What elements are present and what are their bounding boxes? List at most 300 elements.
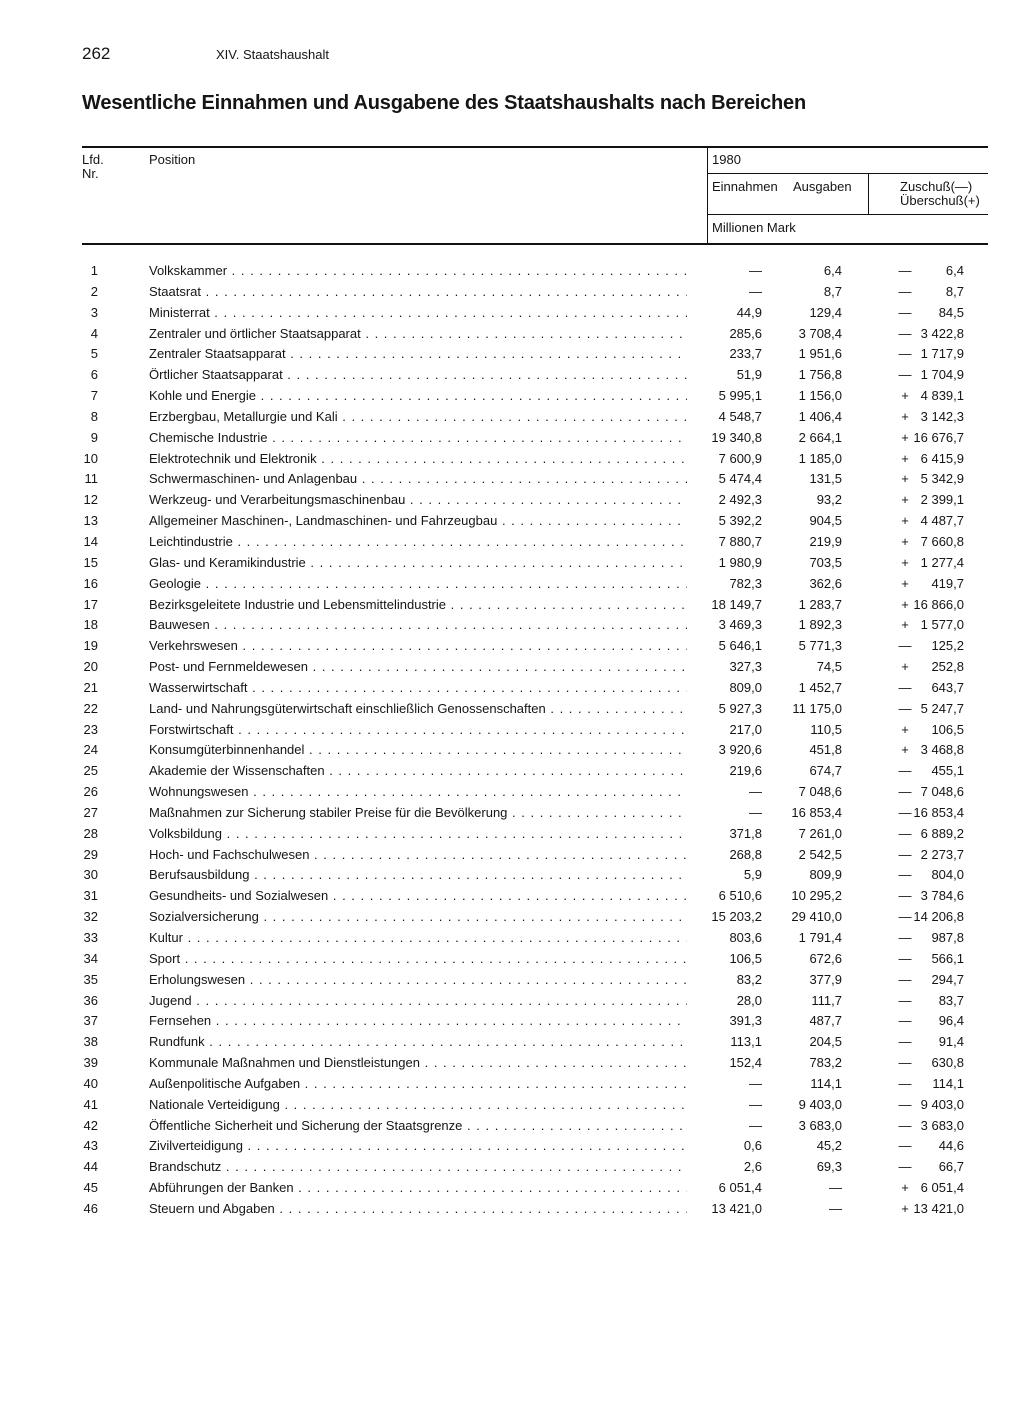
ausgaben-value: 904,5 xyxy=(809,513,842,529)
row-number: 39 xyxy=(83,1055,98,1071)
table-row xyxy=(0,1094,1024,1115)
saldo-sign: — xyxy=(898,784,912,800)
column-divider xyxy=(707,148,708,243)
row-number: 30 xyxy=(83,867,98,883)
einnahmen-value: 285,6 xyxy=(729,325,762,341)
page-number: 262 xyxy=(82,44,111,63)
table-row xyxy=(0,802,1024,823)
row-number: 40 xyxy=(83,1075,98,1091)
position-label: Kommunale Maßnahmen und Dienstleistungen . . . xyxy=(149,1055,687,1070)
einnahmen-value: 233,7 xyxy=(729,346,762,362)
position-label: Brandschutz . . . xyxy=(149,1159,687,1174)
einnahmen-value: — xyxy=(749,263,762,278)
saldo-value: 106,5 xyxy=(931,721,964,737)
table-row xyxy=(0,1198,1024,1219)
ausgaben-value: 74,5 xyxy=(816,659,842,675)
saldo-value: 91,4 xyxy=(938,1034,964,1050)
saldo-sign: + xyxy=(901,1200,909,1216)
row-number: 18 xyxy=(83,617,98,633)
einnahmen-value: 2 492,3 xyxy=(718,492,762,508)
saldo-sign: — xyxy=(898,846,912,862)
row-number: 24 xyxy=(83,742,98,758)
saldo-value: 3 784,6 xyxy=(920,888,964,904)
saldo-value: 44,6 xyxy=(938,1138,964,1154)
saldo-value: 13 421,0 xyxy=(913,1200,964,1216)
saldo-value: 630,8 xyxy=(931,1055,964,1071)
saldo-value: 6 051,4 xyxy=(920,1180,964,1196)
header-einnahmen: Einnahmen xyxy=(712,179,778,194)
saldo-sign: + xyxy=(901,492,909,508)
row-number: 2 xyxy=(90,283,98,299)
saldo-sign: + xyxy=(901,513,909,529)
einnahmen-value: 6 051,4 xyxy=(718,1180,762,1196)
table-row xyxy=(0,739,1024,760)
row-number: 8 xyxy=(90,408,98,424)
saldo-value: 643,7 xyxy=(931,679,964,695)
saldo-sign: + xyxy=(901,1180,909,1196)
ausgaben-value: 3 683,0 xyxy=(798,1117,842,1133)
ausgaben-value: 674,7 xyxy=(809,763,842,779)
ausgaben-value: 5 771,3 xyxy=(798,638,842,654)
einnahmen-value: 5 995,1 xyxy=(718,388,762,404)
ausgaben-value: 45,2 xyxy=(816,1138,842,1154)
einnahmen-value: 5 646,1 xyxy=(718,638,762,654)
saldo-value: 7 048,6 xyxy=(920,784,964,800)
einnahmen-value: 327,3 xyxy=(729,659,762,675)
row-number: 12 xyxy=(83,492,98,508)
einnahmen-value: 152,4 xyxy=(729,1055,762,1071)
ausgaben-value: 219,9 xyxy=(809,533,842,549)
saldo-value: 9 403,0 xyxy=(920,1096,964,1112)
saldo-sign: — xyxy=(898,763,912,779)
saldo-value: 252,8 xyxy=(931,659,964,675)
ausgaben-value: — xyxy=(829,1180,842,1196)
position-label: Erholungswesen . . . xyxy=(149,972,687,987)
row-number: 25 xyxy=(83,763,98,779)
position-label: Sport . . . xyxy=(149,951,687,966)
header-ueberschuss: Überschuß(+) xyxy=(900,193,980,208)
saldo-value: 16 676,7 xyxy=(913,429,964,445)
header-bottom-rule xyxy=(82,243,988,245)
row-number: 15 xyxy=(83,554,98,570)
table-row xyxy=(0,1177,1024,1198)
einnahmen-value: 106,5 xyxy=(729,950,762,966)
saldo-sign: — xyxy=(898,992,912,1008)
ausgaben-value: 1 791,4 xyxy=(798,930,842,945)
ausgaben-value: 2 542,5 xyxy=(798,846,842,862)
position-label: Abführungen der Banken . . . xyxy=(149,1180,687,1195)
row-number: 17 xyxy=(83,596,98,612)
table-row xyxy=(0,1031,1024,1052)
position-label: Außenpolitische Aufgaben . . . xyxy=(149,1076,687,1091)
ausgaben-value: 93,2 xyxy=(816,492,842,508)
position-label: Werkzeug- und Verarbeitungsmaschinenbau . . . xyxy=(149,492,687,507)
row-number: 20 xyxy=(83,659,98,675)
position-label: Glas- und Keramikindustrie . . . xyxy=(149,555,687,570)
position-label: Steuern und Abgaben . . . xyxy=(149,1201,687,1216)
saldo-sign: + xyxy=(901,450,909,466)
table-row xyxy=(0,614,1024,635)
position-label: Post- und Fernmeldewesen . . . xyxy=(149,659,687,674)
saldo-sign: — xyxy=(898,700,912,716)
table-row xyxy=(0,1156,1024,1177)
table-row xyxy=(0,760,1024,781)
table-row xyxy=(0,948,1024,969)
row-number: 38 xyxy=(83,1034,98,1050)
einnahmen-value: 83,2 xyxy=(736,971,762,987)
row-number: 36 xyxy=(83,992,98,1008)
table-row xyxy=(0,1052,1024,1073)
saldo-value: 3 422,8 xyxy=(920,325,964,341)
saldo-sign: + xyxy=(901,575,909,591)
ausgaben-value: — xyxy=(829,1200,842,1216)
header-unit: Millionen Mark xyxy=(712,220,796,235)
saldo-sign: — xyxy=(898,888,912,904)
einnahmen-value: 803,6 xyxy=(729,930,762,945)
row-number: 19 xyxy=(83,638,98,654)
position-label: Allgemeiner Maschinen-, Landmaschinen- und Fahrzeugbau . . . xyxy=(149,513,687,528)
position-label: Zivilverteidigung . . . xyxy=(149,1138,687,1153)
position-label: Wohnungswesen . . . xyxy=(149,784,687,799)
table-row xyxy=(0,1073,1024,1094)
einnahmen-value: 5,9 xyxy=(743,867,762,883)
saldo-sign: + xyxy=(901,596,909,612)
ausgaben-value: 783,2 xyxy=(809,1055,842,1071)
saldo-value: 2 399,1 xyxy=(920,492,964,508)
position-label: Sozialversicherung . . . xyxy=(149,909,687,924)
ausgaben-value: 362,6 xyxy=(809,575,842,591)
position-label: Örtlicher Staatsapparat . . . xyxy=(149,367,687,382)
saldo-value: 16 853,4 xyxy=(913,804,964,820)
position-label: Staatsrat . . . xyxy=(149,284,687,299)
position-label: Volkskammer . . . xyxy=(149,263,687,278)
saldo-sign: + xyxy=(901,659,909,675)
row-number: 42 xyxy=(83,1117,98,1133)
header-zuschuss: Zuschuß(—) xyxy=(900,179,973,194)
saldo-sign: + xyxy=(901,617,909,633)
saldo-sign: + xyxy=(901,429,909,445)
saldo-sign: — xyxy=(898,1075,912,1091)
saldo-value: 5 247,7 xyxy=(920,700,964,716)
ausgaben-value: 29 410,0 xyxy=(791,909,842,925)
saldo-value: 83,7 xyxy=(938,992,964,1008)
einnahmen-value: 217,0 xyxy=(729,721,762,737)
position-label: Wasserwirtschaft . . . xyxy=(149,680,687,695)
saldo-value: 3 683,0 xyxy=(920,1117,964,1133)
header-year: 1980 xyxy=(712,152,741,167)
einnahmen-value: 782,3 xyxy=(729,575,762,591)
einnahmen-value: 7 600,9 xyxy=(718,450,762,466)
saldo-value: 6,4 xyxy=(945,263,964,278)
position-label: Land- und Nahrungsgüterwirtschaft einschließlich Genossenschaften . . . xyxy=(149,701,687,716)
ausgaben-value: 204,5 xyxy=(809,1034,842,1050)
einnahmen-value: 51,9 xyxy=(736,367,762,383)
position-label: Berufsausbildung . . . xyxy=(149,867,687,882)
table-row xyxy=(0,510,1024,531)
einnahmen-value: 2,6 xyxy=(743,1159,762,1175)
row-number: 3 xyxy=(90,304,98,320)
ausgaben-value: 1 406,4 xyxy=(798,408,842,424)
saldo-value: 6 415,9 xyxy=(920,450,964,466)
einnahmen-value: 18 149,7 xyxy=(711,596,762,612)
row-number: 26 xyxy=(83,784,98,800)
einnahmen-value: 44,9 xyxy=(736,304,762,320)
row-number: 14 xyxy=(83,533,98,549)
position-label: Rundfunk . . . xyxy=(149,1034,687,1049)
row-number: 41 xyxy=(83,1096,98,1112)
einnahmen-value: 1 980,9 xyxy=(718,554,762,570)
ausgaben-value: 1 892,3 xyxy=(798,617,842,633)
table-row xyxy=(0,260,1024,281)
row-number: 21 xyxy=(83,679,98,695)
position-label: Volksbildung . . . xyxy=(149,826,687,841)
saldo-value: 455,1 xyxy=(931,763,964,779)
ausgaben-value: 110,5 xyxy=(810,721,842,737)
saldo-sign: — xyxy=(898,1117,912,1133)
ausgaben-value: 809,9 xyxy=(809,867,842,883)
table-row xyxy=(0,468,1024,489)
saldo-sign: — xyxy=(898,1159,912,1175)
ausgaben-value: 1 156,0 xyxy=(798,388,842,404)
position-label: Kohle und Energie . . . xyxy=(149,388,687,403)
saldo-sign: — xyxy=(898,867,912,883)
einnahmen-value: 268,8 xyxy=(729,846,762,862)
saldo-value: 3 142,3 xyxy=(920,408,964,424)
table-row xyxy=(0,364,1024,385)
saldo-value: 6 889,2 xyxy=(920,825,964,841)
table-row xyxy=(0,781,1024,802)
ausgaben-value: 7 261,0 xyxy=(798,825,842,841)
header-position: Position xyxy=(149,152,196,167)
saldo-sign: — xyxy=(898,804,912,820)
table-row xyxy=(0,927,1024,948)
table-row xyxy=(0,990,1024,1011)
position-label: Leichtindustrie . . . xyxy=(149,534,687,549)
row-number: 43 xyxy=(83,1138,98,1154)
saldo-sign: + xyxy=(901,721,909,737)
header-nr: Nr. xyxy=(82,166,99,181)
table-row xyxy=(0,1010,1024,1031)
saldo-value: 8,7 xyxy=(945,283,964,299)
saldo-value: 1 717,9 xyxy=(920,346,964,362)
einnahmen-value: — xyxy=(749,1096,762,1112)
einnahmen-value: 4 548,7 xyxy=(718,408,762,424)
header-lfd: Lfd. xyxy=(82,152,104,167)
position-label: Zentraler Staatsapparat . . . xyxy=(149,346,687,361)
ausgaben-value: 377,9 xyxy=(809,971,842,987)
position-label: Bezirksgeleitete Industrie und Lebensmittelindustrie . . . xyxy=(149,597,687,612)
saldo-value: 7 660,8 xyxy=(920,533,964,549)
saldo-sign: — xyxy=(898,1055,912,1071)
saldo-sign: + xyxy=(901,471,909,487)
einnahmen-value: 13 421,0 xyxy=(711,1200,762,1216)
row-number: 37 xyxy=(83,1013,98,1029)
saldo-value: 3 468,8 xyxy=(920,742,964,758)
einnahmen-value: 5 927,3 xyxy=(718,700,762,716)
ausgaben-value: 11 175,0 xyxy=(792,700,842,716)
position-label: Elektrotechnik und Elektronik . . . xyxy=(149,451,687,466)
table-row xyxy=(0,719,1024,740)
saldo-sign: + xyxy=(901,533,909,549)
row-number: 22 xyxy=(83,700,98,716)
position-label: Jugend . . . xyxy=(149,993,687,1008)
einnahmen-value: 809,0 xyxy=(729,679,762,695)
row-number: 35 xyxy=(83,971,98,987)
table-row xyxy=(0,677,1024,698)
row-number: 33 xyxy=(83,930,98,945)
saldo-value: 987,8 xyxy=(931,930,964,945)
einnahmen-value: 0,6 xyxy=(743,1138,762,1154)
einnahmen-value: 113,1 xyxy=(730,1034,762,1050)
ausgaben-value: 2 664,1 xyxy=(798,429,842,445)
saldo-value: 96,4 xyxy=(938,1013,964,1029)
ausgaben-value: 1 283,7 xyxy=(798,596,842,612)
row-number: 9 xyxy=(90,429,98,445)
ausgaben-value: 8,7 xyxy=(823,283,842,299)
position-label: Gesundheits- und Sozialwesen . . . xyxy=(149,888,687,903)
table-row xyxy=(0,1135,1024,1156)
table-row xyxy=(0,844,1024,865)
position-label: Fernsehen . . . xyxy=(149,1013,687,1028)
table-row xyxy=(0,969,1024,990)
table-row xyxy=(0,635,1024,656)
saldo-sign: + xyxy=(901,408,909,424)
row-number: 31 xyxy=(83,888,98,904)
ausgaben-value: 9 403,0 xyxy=(798,1096,842,1112)
saldo-sign: + xyxy=(901,554,909,570)
row-number: 4 xyxy=(90,325,98,341)
table-row xyxy=(0,489,1024,510)
table-row xyxy=(0,885,1024,906)
table-row xyxy=(0,406,1024,427)
saldo-value: 14 206,8 xyxy=(913,909,964,925)
position-label: Akademie der Wissenschaften . . . xyxy=(149,763,687,778)
position-label: Öffentliche Sicherheit und Sicherung der Staatsgrenze . . . xyxy=(149,1118,687,1133)
einnahmen-value: 15 203,2 xyxy=(711,909,762,925)
ausgaben-value: 114,1 xyxy=(810,1075,842,1091)
position-label: Ministerrat . . . xyxy=(149,305,687,320)
ausgaben-value: 1 756,8 xyxy=(798,367,842,383)
einnahmen-value: — xyxy=(749,283,762,299)
ausgaben-value: 451,8 xyxy=(809,742,842,758)
position-label: Schwermaschinen- und Anlagenbau . . . xyxy=(149,471,687,486)
row-number: 10 xyxy=(83,450,98,466)
row-number: 46 xyxy=(83,1200,98,1216)
saldo-value: 125,2 xyxy=(931,638,964,654)
einnahmen-value: — xyxy=(749,784,762,800)
saldo-value: 84,5 xyxy=(938,304,964,320)
ausgaben-value: 3 708,4 xyxy=(798,325,842,341)
saldo-value: 294,7 xyxy=(931,971,964,987)
saldo-sign: — xyxy=(898,930,912,945)
unit-divider xyxy=(707,214,988,215)
saldo-sign: — xyxy=(898,679,912,695)
saldo-sign: + xyxy=(901,388,909,404)
ausgaben-value: 703,5 xyxy=(809,554,842,570)
saldo-value: 566,1 xyxy=(931,950,964,966)
position-label: Bauwesen . . . xyxy=(149,617,687,632)
saldo-sign: — xyxy=(898,1034,912,1050)
row-number: 23 xyxy=(83,721,98,737)
row-number: 11 xyxy=(84,471,98,487)
saldo-value: 804,0 xyxy=(931,867,964,883)
column-divider xyxy=(868,174,869,214)
einnahmen-value: — xyxy=(749,1075,762,1091)
position-label: Verkehrswesen . . . xyxy=(149,638,687,653)
ausgaben-value: 10 295,2 xyxy=(791,888,842,904)
ausgaben-value: 487,7 xyxy=(809,1013,842,1029)
einnahmen-value: 6 510,6 xyxy=(718,888,762,904)
table-row xyxy=(0,864,1024,885)
ausgaben-value: 1 185,0 xyxy=(798,450,842,466)
row-number: 5 xyxy=(90,346,98,362)
saldo-sign: — xyxy=(898,263,912,278)
section-title: XIV. Staatshaushalt xyxy=(216,47,329,62)
saldo-sign: — xyxy=(898,1096,912,1112)
einnahmen-value: — xyxy=(749,1117,762,1133)
einnahmen-value: 371,8 xyxy=(729,825,762,841)
ausgaben-value: 1 951,6 xyxy=(798,346,842,362)
position-label: Hoch- und Fachschulwesen . . . xyxy=(149,847,687,862)
saldo-value: 66,7 xyxy=(938,1159,964,1175)
einnahmen-value: 28,0 xyxy=(736,992,762,1008)
page-title: Wesentliche Einnahmen und Ausgabene des Staatshaushalts nach Bereichen xyxy=(82,92,806,114)
saldo-sign: — xyxy=(898,367,912,383)
row-number: 28 xyxy=(83,825,98,841)
einnahmen-value: 3 469,3 xyxy=(718,617,762,633)
table-row xyxy=(0,698,1024,719)
ausgaben-value: 131,5 xyxy=(809,471,842,487)
position-label: Chemische Industrie . . . xyxy=(149,430,687,445)
position-label: Kultur . . . xyxy=(149,930,687,945)
saldo-value: 4 839,1 xyxy=(920,388,964,404)
header-ausgaben: Ausgaben xyxy=(793,179,852,194)
table-row xyxy=(0,594,1024,615)
table-row xyxy=(0,323,1024,344)
table-row xyxy=(0,823,1024,844)
einnahmen-value: 3 920,6 xyxy=(718,742,762,758)
einnahmen-value: 7 880,7 xyxy=(718,533,762,549)
table-row xyxy=(0,1115,1024,1136)
saldo-sign: — xyxy=(898,1138,912,1154)
row-number: 44 xyxy=(83,1159,98,1175)
position-label: Erzbergbau, Metallurgie und Kali . . . xyxy=(149,409,687,424)
saldo-sign: — xyxy=(898,346,912,362)
einnahmen-value: 391,3 xyxy=(729,1013,762,1029)
row-number: 45 xyxy=(83,1180,98,1196)
table-row xyxy=(0,573,1024,594)
ausgaben-value: 7 048,6 xyxy=(798,784,842,800)
ausgaben-value: 6,4 xyxy=(823,263,842,278)
einnahmen-value: — xyxy=(749,804,762,820)
table-body xyxy=(0,260,1024,1219)
position-label: Konsumgüterbinnenhandel . . . xyxy=(149,742,687,757)
row-number: 34 xyxy=(83,950,98,966)
table-row xyxy=(0,448,1024,469)
saldo-sign: — xyxy=(898,971,912,987)
position-label: Geologie . . . xyxy=(149,576,687,591)
table-row xyxy=(0,281,1024,302)
saldo-value: 419,7 xyxy=(931,575,964,591)
row-number: 27 xyxy=(83,804,98,820)
ausgaben-value: 16 853,4 xyxy=(791,804,842,820)
position-label: Maßnahmen zur Sicherung stabiler Preise für die Bevölkerung . . . xyxy=(149,805,687,820)
saldo-sign: — xyxy=(898,283,912,299)
ausgaben-value: 1 452,7 xyxy=(798,679,842,695)
position-label: Forstwirtschaft . . . xyxy=(149,722,687,737)
saldo-sign: — xyxy=(898,1013,912,1029)
saldo-sign: — xyxy=(898,325,912,341)
